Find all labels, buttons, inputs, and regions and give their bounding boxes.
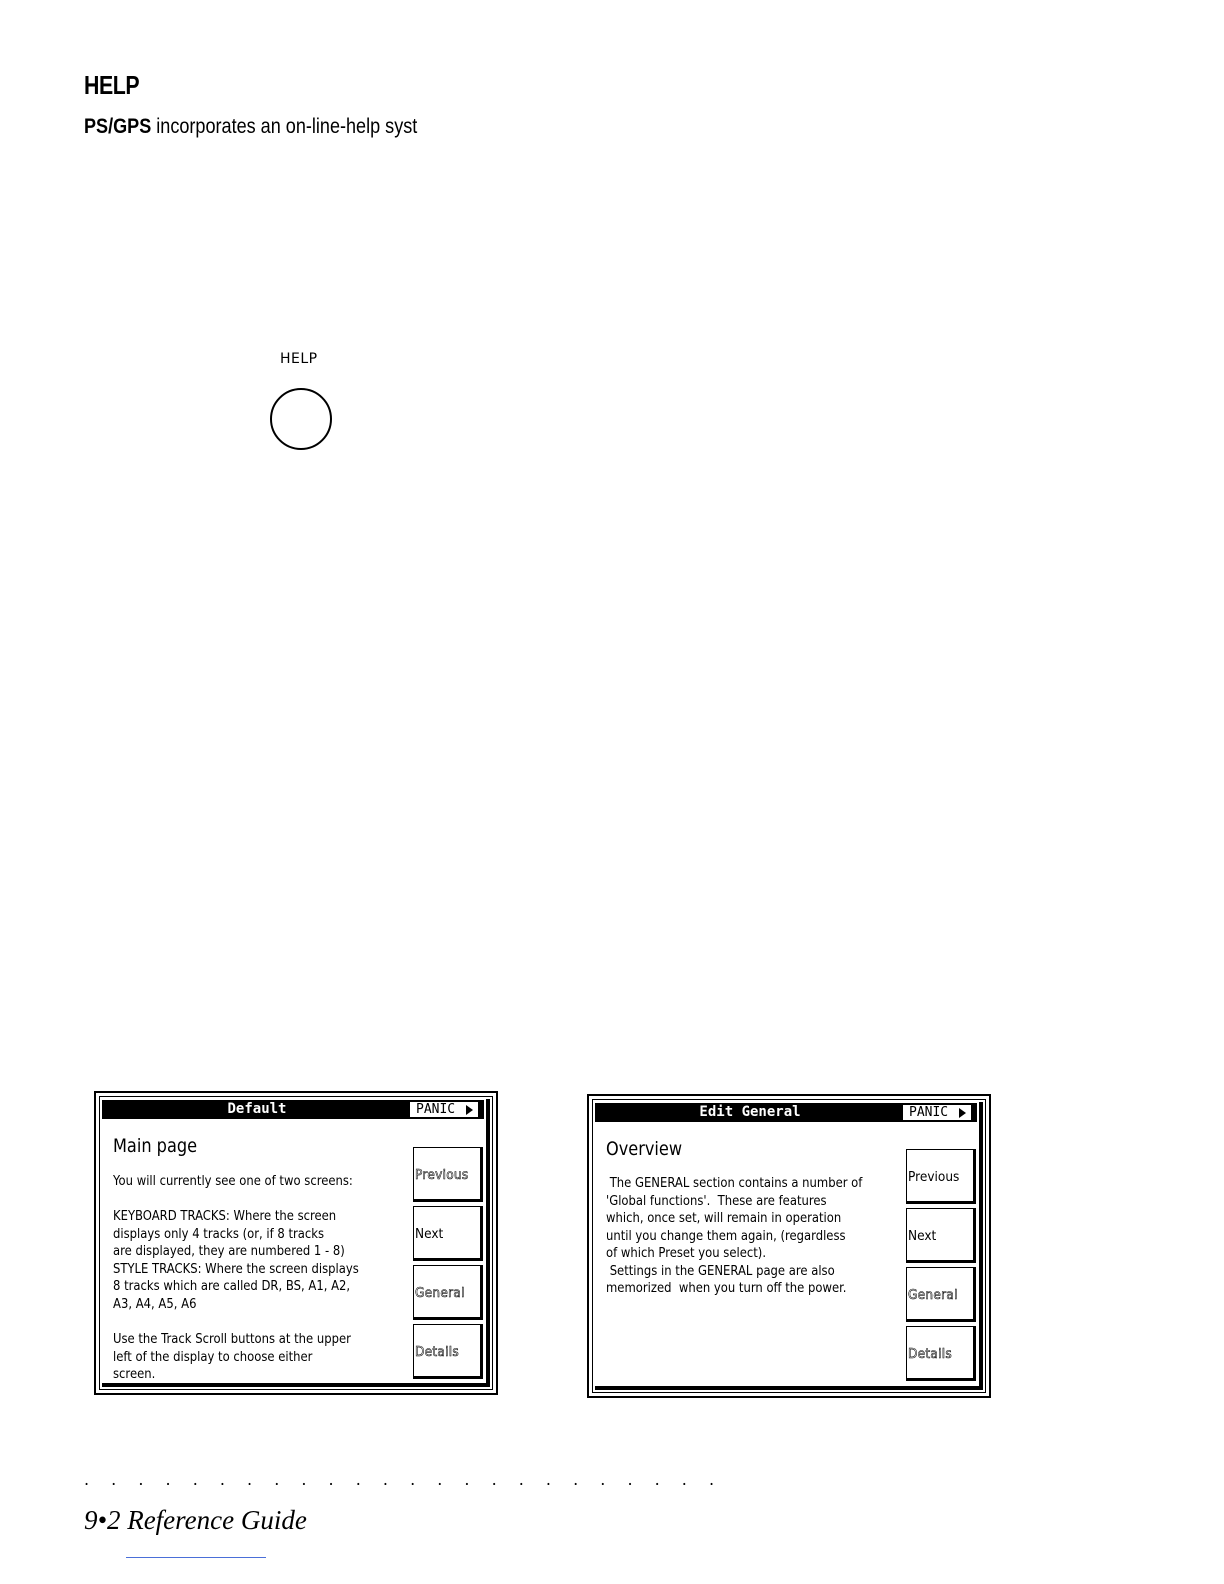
intro-paragraph <box>84 115 417 139</box>
screen-shadow <box>979 1102 983 1390</box>
help-page-title: Main page <box>113 1135 198 1157</box>
panic-label: PANIC <box>909 1105 949 1120</box>
next-button[interactable]: Next <box>413 1206 483 1261</box>
help-button-icon <box>270 388 332 450</box>
lcd-screen-default <box>94 1091 498 1395</box>
lcd-screen-edit-general <box>587 1094 991 1398</box>
play-arrow-icon <box>466 1105 473 1115</box>
screen-title-bar <box>102 1100 484 1119</box>
help-paragraph-1: You will currently see one of two screens: <box>113 1173 353 1189</box>
next-button[interactable]: Next <box>906 1208 976 1263</box>
previous-button[interactable]: Previous <box>413 1147 483 1202</box>
play-arrow-icon <box>959 1108 966 1118</box>
help-page-title: Overview <box>606 1138 683 1160</box>
details-button[interactable]: Details <box>413 1324 483 1379</box>
details-button[interactable]: Details <box>906 1326 976 1381</box>
previous-button[interactable]: Previous <box>906 1149 976 1204</box>
dotted-rule: . . . . . . . . . . . . . . . . . . . . . . . . <box>84 1470 723 1489</box>
general-button[interactable]: General <box>906 1267 976 1322</box>
screen-title-bar <box>595 1103 977 1122</box>
help-button-label: HELP <box>280 351 318 367</box>
help-paragraph-1: The GENERAL section contains a number of 'Global functions'. These are features which, once set, will remain in operation until you change them again, (regardless of which Preset you select). Settings in the GENERAL page are also memorized when you turn off the power. <box>606 1175 863 1296</box>
help-paragraph-2: KEYBOARD TRACKS: Where the screen displays only 4 tracks (or, if 8 tracks are displayed, they are numbered 1 - 8) STYLE TRACKS: Where the screen displays 8 tracks which are called DR, BS, A1, A2, A3, A4, A5, A6 <box>113 1208 359 1312</box>
intro-brand: PS/GPS <box>84 115 152 138</box>
page-footer: 9•2 Reference Guide <box>84 1505 307 1535</box>
screen-shadow <box>486 1099 490 1387</box>
help-paragraph-3: Use the Track Scroll buttons at the upper left of the display to choose either screen. <box>113 1331 351 1382</box>
screen-title: Default <box>227 1101 287 1117</box>
panic-button[interactable] <box>903 1105 971 1120</box>
panic-button[interactable] <box>410 1102 478 1117</box>
general-button[interactable]: General <box>413 1265 483 1320</box>
panic-label: PANIC <box>416 1102 456 1117</box>
screen-title: Edit General <box>699 1104 801 1120</box>
section-heading: HELP <box>84 70 140 100</box>
intro-text: incorporates an on-line-help syst <box>151 115 418 138</box>
footer-underline <box>126 1557 266 1558</box>
